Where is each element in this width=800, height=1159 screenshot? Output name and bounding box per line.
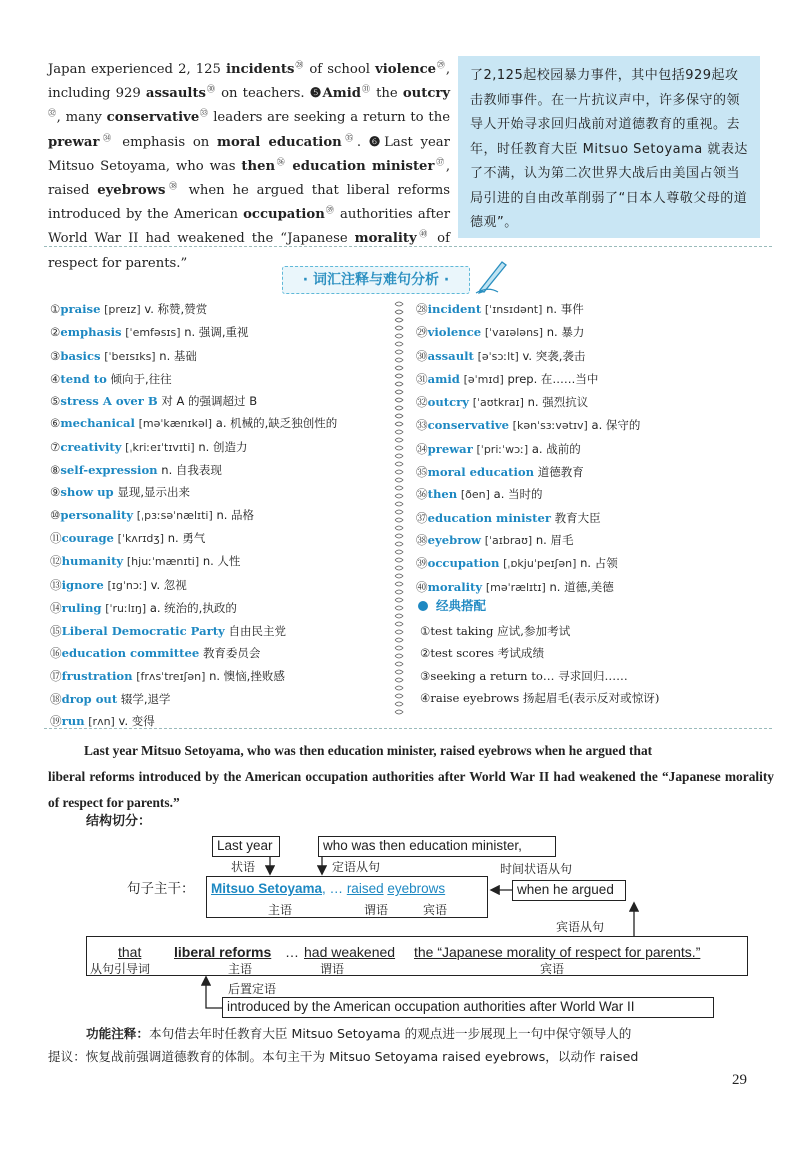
vocab-list-left <box>50 298 384 734</box>
vocab-item <box>50 527 384 550</box>
spiral-loop <box>395 510 403 514</box>
vocab-meaning: n. 眉毛 <box>535 532 574 547</box>
spiral-loop <box>395 574 403 578</box>
spiral-loop <box>395 302 403 306</box>
spiral-loop <box>395 382 403 386</box>
spiral-loop <box>395 366 403 370</box>
vocab-phonetic: [ðen] <box>460 488 490 502</box>
vocab-item <box>50 481 384 503</box>
vocab-meaning: n. 创造力 <box>198 439 248 454</box>
passage-keyword: conservative <box>106 110 200 126</box>
vocab-phonetic: [ˈɪnsɪdənt] <box>484 303 543 316</box>
vocab-word: show up <box>60 485 114 500</box>
vocab-item <box>50 642 384 664</box>
spiral-loop <box>395 462 403 466</box>
vocab-phonetic: [frʌsˈtreɪʃən] <box>136 669 206 683</box>
vocab-word: eyebrow <box>427 532 482 547</box>
vocab-meaning: v. 变得 <box>118 714 155 729</box>
vocab-item <box>416 321 766 344</box>
spiral-loop <box>395 446 403 450</box>
spiral-loop <box>395 582 403 586</box>
passage-keyword: moral education <box>217 134 342 150</box>
vocab-phonetic: [ˈemfəsɪs] <box>125 326 181 340</box>
footnote-marker: ㊴ <box>324 205 335 215</box>
footnote-marker: ㉚ <box>205 84 216 94</box>
vocab-word: outcry <box>427 395 470 410</box>
vocab-meaning: 道德教育 <box>537 465 584 480</box>
passage-keyword: incidents <box>226 62 295 77</box>
vocab-word: personality <box>60 507 134 522</box>
structure-label: 结构切分： <box>86 814 152 829</box>
vocab-item <box>50 550 384 573</box>
vocab-item <box>416 461 766 483</box>
vocab-item <box>416 368 766 391</box>
collocations-list <box>420 620 659 709</box>
spiral-loop <box>395 566 403 570</box>
vocab-item <box>50 390 384 412</box>
subject-label: 主语 <box>268 903 293 917</box>
vocab-word: courage <box>61 530 114 545</box>
passage-text <box>48 58 450 276</box>
vocab-number: ③ <box>50 348 61 363</box>
spiral-loop <box>395 614 403 618</box>
vocab-meaning: a. 当时的 <box>493 487 543 502</box>
vocab-meaning: v. 忽视 <box>150 577 187 592</box>
translation-box <box>458 56 760 238</box>
collocation-item: ④raise eyebrows 扬起眉毛(表示反对或惊讶) <box>420 690 660 705</box>
sub-object: the “Japanese morality of respect for parents.” <box>414 944 701 960</box>
vocab-phonetic: [rʌn] <box>88 715 115 729</box>
vocab-meaning: a. 战前的 <box>531 441 581 456</box>
vocab-word: Liberal Democratic Party <box>61 624 225 639</box>
passage-segment: authorities after World War II had weakened the “Japanese <box>48 207 450 247</box>
spiral-loop <box>395 310 403 314</box>
passage-segment: of respect for parents.” <box>48 231 450 271</box>
vocab-item <box>416 414 766 437</box>
passage-segment: on teachers. <box>215 86 310 102</box>
vocab-item <box>416 298 766 321</box>
vocab-number: ㊳ <box>416 532 428 547</box>
vocab-word: moral education <box>427 465 535 480</box>
spiral-loop <box>395 662 403 666</box>
vocab-meaning: v. 突袭,袭击 <box>522 348 586 363</box>
vocab-item <box>416 438 766 461</box>
vocab-number: ⑥ <box>50 416 61 431</box>
vocab-number: ⑤ <box>50 394 61 409</box>
vocab-meaning: 倾向于,往往 <box>110 371 172 386</box>
vocab-number: ㉛ <box>416 371 428 386</box>
sub-ellipsis: … <box>285 944 299 960</box>
spiral-loop <box>395 478 403 482</box>
function-note-continued: 提议：恢复战前强调道德教育的体制。本句主干为 Mitsuo Setoyama raised eyebrows，以动作 raised <box>48 1049 639 1064</box>
spiral-loop <box>395 494 403 498</box>
spiral-loop <box>395 422 403 426</box>
vocab-number: ㉝ <box>416 418 428 433</box>
spiral-loop <box>395 358 403 362</box>
spiral-loop <box>395 318 403 322</box>
vocab-item <box>50 321 384 344</box>
vocab-meaning: prep. 在……当中 <box>507 371 599 386</box>
passage-keyword: morality <box>354 231 417 247</box>
vocab-item <box>50 368 384 390</box>
footnote-marker: ㉝ <box>199 109 209 119</box>
spiral-loop <box>395 630 403 634</box>
passage-segment: the <box>370 86 403 102</box>
spiral-loop <box>395 350 403 354</box>
vocab-word: conservative <box>427 418 509 433</box>
adverbial-label: 状语 <box>231 860 256 874</box>
vocab-phonetic: [ɪgˈnɔː] <box>107 578 147 592</box>
footnote-marker: ㊳ <box>165 181 181 191</box>
spiral-loop <box>395 398 403 402</box>
vocab-phonetic: [ˈbeɪsɪks] <box>104 349 156 363</box>
vocab-word: humanity <box>61 554 124 569</box>
vocab-item <box>50 504 384 527</box>
vocab-word: basics <box>60 348 101 363</box>
vocab-number: ㊵ <box>416 579 428 594</box>
function-note-label: 功能注释： <box>86 1026 149 1041</box>
footnote-marker: ㉞ <box>99 133 115 143</box>
spiral-loop <box>395 710 403 714</box>
vocab-meaning: n. 基础 <box>159 348 197 363</box>
vocab-meaning: v. 称赞,赞赏 <box>144 302 208 316</box>
vocab-phonetic: [məˈkænɪkəl] <box>138 417 213 431</box>
vocab-number: ④ <box>50 371 61 386</box>
passage-segment: , many <box>56 110 107 126</box>
vocab-phonetic: [hjuːˈmænɪti] <box>126 555 200 569</box>
spiral-loop <box>395 374 403 378</box>
vocab-word: emphasis <box>60 325 122 340</box>
vocab-meaning: 显现,显示出来 <box>117 485 190 500</box>
when-clause-box: when he argued <box>512 880 626 901</box>
vocab-word: mechanical <box>60 416 135 431</box>
vocab-number: ⑱ <box>50 692 62 707</box>
vocab-meaning: n. 自我表现 <box>161 463 222 478</box>
footnote-marker: ㊱ <box>275 157 287 167</box>
analysis-sentence-continued: liberal reforms introduced by the American occupation authorities after World War II had weakened the “Japanese morality of respect for parents.” <box>48 769 774 810</box>
passage-segment: . <box>356 134 369 150</box>
vocab-phonetic: [kənˈsɜːvətɪv] <box>512 419 588 433</box>
vocab-word: tend to <box>60 371 107 386</box>
spiral-loop <box>395 590 403 594</box>
vocab-phonetic: [əˈmɪd] <box>463 372 504 386</box>
spiral-loop <box>395 470 403 474</box>
spiral-loop <box>395 606 403 610</box>
passage-keyword: then <box>241 158 276 174</box>
pen-icon <box>474 256 508 294</box>
vocab-meaning: a. 机械的,缺乏独创性的 <box>215 416 338 431</box>
footnote-marker: ㉛ <box>360 84 371 94</box>
vocab-word: occupation <box>427 556 500 571</box>
vocab-meaning: n. 强调,重视 <box>184 325 249 340</box>
passage-segment: emphasis on <box>114 134 218 150</box>
attributive-clause-label: 定语从句 <box>332 860 381 874</box>
vocab-phonetic: [ˈpriːˈwɔː] <box>476 442 529 456</box>
vocab-meaning: n. 暴力 <box>546 325 585 340</box>
vocab-phonetic: [ˌpɜːsəˈnælɪti] <box>136 508 213 522</box>
spiral-loop <box>395 694 403 698</box>
vocab-word: stress A over B <box>60 394 158 409</box>
vocab-phonetic: [ˌɒkjuˈpeɪʃən] <box>503 557 577 571</box>
passage-segment: Japan experienced 2, 125 <box>48 62 227 77</box>
vocab-number: ⑰ <box>50 668 62 683</box>
vocab-word: violence <box>427 325 482 340</box>
analysis-sentence: Last year Mitsuo Setoyama, who was then education minister, raised eyebrows when he argued that <box>84 743 653 758</box>
vocab-meaning: a. 保守的 <box>591 418 641 433</box>
vocab-phonetic: [ˈvaɪələns] <box>484 326 544 340</box>
vocab-number: ㉜ <box>416 395 428 410</box>
collocations-title: 经典搭配 <box>418 596 486 616</box>
footnote-marker: ㊲ <box>434 157 446 167</box>
vocab-number: ⑬ <box>50 577 62 592</box>
vocab-number: ㉟ <box>416 465 428 480</box>
vocab-item <box>50 412 384 435</box>
postposed-attribute-label: 后置定语 <box>228 982 277 996</box>
footnote-marker: ㉙ <box>436 60 446 70</box>
spiral-loop <box>395 526 403 530</box>
spiral-loop <box>395 406 403 410</box>
vocab-word: ignore <box>61 577 104 592</box>
vocab-number: ㊱ <box>416 487 428 502</box>
vocab-number: ⑦ <box>50 439 61 454</box>
sub-subject: liberal reforms <box>174 944 272 960</box>
footnote-marker: ㉟ <box>341 133 357 143</box>
footnote-marker: ㉜ <box>48 109 57 119</box>
spiral-loop <box>395 438 403 442</box>
predicate-label: 谓语 <box>364 903 389 917</box>
spiral-loop <box>395 454 403 458</box>
vocab-item <box>416 391 766 414</box>
spiral-loop <box>395 550 403 554</box>
vocab-meaning: n. 人性 <box>202 554 241 569</box>
vocab-item <box>416 345 766 368</box>
vocab-word: prewar <box>427 441 473 456</box>
vocab-number: ⑩ <box>50 507 61 522</box>
vocab-number: ㉙ <box>416 325 428 340</box>
vocab-phonetic: [əˈsɔːlt] <box>477 349 519 363</box>
vocab-phonetic: [preɪz] <box>104 303 141 316</box>
spiral-loop <box>395 518 403 522</box>
passage-segment: Last year Mitsuo Setoyama, who was <box>48 134 450 174</box>
spiral-loop <box>395 334 403 338</box>
spiral-loop <box>395 486 403 490</box>
spiral-loop <box>395 622 403 626</box>
vocab-number: ⑲ <box>50 714 62 729</box>
vocab-phonetic: [ˈruːlɪŋ] <box>105 601 147 615</box>
object-clause-label: 宾语从句 <box>556 920 605 934</box>
vocab-word: run <box>61 714 85 729</box>
sub-object-label: 宾语 <box>540 962 565 976</box>
vocab-word: education committee <box>61 646 200 661</box>
page-number: 29 <box>732 1072 747 1088</box>
vocab-word: creativity <box>60 439 122 454</box>
vocab-word: then <box>427 487 458 502</box>
main-ellipsis: , … <box>322 881 344 896</box>
spiral-loop <box>395 686 403 690</box>
vocab-phonetic: [məˈrælɪtɪ] <box>485 580 546 594</box>
passage-segment: , including 929 <box>48 62 451 102</box>
vocab-meaning: 教育大臣 <box>554 510 601 525</box>
vocab-number: ⑯ <box>50 646 62 661</box>
vocab-phonetic: [ˈaʊtkraɪ] <box>472 396 524 410</box>
vocab-meaning: 辍学,退学 <box>120 692 171 707</box>
spiral-loop <box>395 430 403 434</box>
vocab-number: ⑧ <box>50 463 61 478</box>
spiral-loop <box>395 654 403 658</box>
that-role-label: 从句引导词 <box>90 962 151 976</box>
vocab-phonetic: [ˌkriːeɪˈtɪvɪti] <box>125 440 195 454</box>
vocab-number: ㊲ <box>416 510 428 525</box>
last-year-box: Last year <box>212 836 280 857</box>
collocation-item: ①test taking 应试,参加考试 <box>420 624 571 638</box>
vocab-meaning: n. 强烈抗议 <box>527 395 589 410</box>
passage-keyword: occupation <box>243 207 325 223</box>
time-clause-label: 时间状语从句 <box>500 862 573 876</box>
vocab-meaning: n. 懊恼,挫败感 <box>209 668 285 683</box>
collocation-item: ③seeking a return to… 寻求回归…… <box>420 668 628 683</box>
main-subject: Mitsuo Setoyama <box>211 881 323 896</box>
spiral-loop <box>395 502 403 506</box>
relative-clause-box: who was then education minister, <box>318 836 556 857</box>
introduced-phrase-box: introduced by the American occupation authorities after World War II <box>222 997 714 1018</box>
vocab-word: assault <box>427 348 474 363</box>
vocab-number: ⑭ <box>50 600 62 615</box>
vocab-phonetic: [ˈaɪbraʊ] <box>484 533 533 547</box>
vocab-item <box>50 345 384 368</box>
spiral-loop <box>395 390 403 394</box>
function-note-text: 本句借去年时任教育大臣 Mitsuo Setoyama 的观点进一步展现上一句中保守领导人的 <box>148 1026 632 1041</box>
passage-keyword: violence <box>375 62 436 77</box>
vocab-number: ① <box>50 302 61 316</box>
vocab-word: incident <box>427 302 482 316</box>
vocab-meaning: 对 A 的强调超过 B <box>161 394 258 409</box>
vocab-item <box>50 298 384 321</box>
vocab-number: ㉚ <box>416 348 428 363</box>
vocab-list-right <box>416 298 766 599</box>
spiral-loop <box>395 342 403 346</box>
vocab-meaning: 教育委员会 <box>202 646 261 661</box>
vocab-number: ㊴ <box>416 556 428 571</box>
passage-keyword: assaults <box>145 86 206 102</box>
vocab-word: self-expression <box>60 463 158 478</box>
bullet-dot-icon <box>418 601 428 611</box>
that-word: that <box>118 944 142 960</box>
vocab-word: frustration <box>61 668 133 683</box>
spiral-loop <box>395 534 403 538</box>
vocab-word: praise <box>60 302 101 316</box>
vocab-section-header: · 词汇注释与难句分析 · <box>282 266 470 294</box>
vocab-item <box>50 574 384 597</box>
vocab-number: ⑪ <box>50 530 62 545</box>
vocab-word: morality <box>427 579 483 594</box>
spiral-binding <box>393 300 405 720</box>
passage-keyword: eyebrows <box>97 183 166 199</box>
vocab-item <box>416 529 766 552</box>
main-object: eyebrows <box>387 881 446 896</box>
spiral-loop <box>395 414 403 418</box>
footnote-marker: ㉘ <box>294 60 305 70</box>
spiral-loop <box>395 678 403 682</box>
main-clause-label: 句子主干： <box>127 881 195 897</box>
vocab-item <box>50 597 384 620</box>
spiral-loop <box>395 702 403 706</box>
sub-subject-label: 主语 <box>228 962 253 976</box>
vocab-meaning: n. 勇气 <box>167 530 206 545</box>
spiral-loop <box>395 542 403 546</box>
spiral-loop <box>395 558 403 562</box>
spiral-loop <box>395 598 403 602</box>
passage-keyword: ❻ <box>368 134 385 150</box>
vocab-word: amid <box>427 371 460 386</box>
passage-segment: when he argued that liberal reforms introduced by the American <box>48 183 451 223</box>
passage-segment: of school <box>304 62 376 77</box>
vocab-item <box>50 459 384 481</box>
vocab-item <box>416 552 766 575</box>
vocab-item <box>50 688 384 710</box>
vocab-item <box>50 665 384 688</box>
sub-predicate-label: 谓语 <box>320 962 345 976</box>
vocab-meaning: n. 事件 <box>546 302 584 316</box>
divider <box>44 728 772 729</box>
vocab-meaning: n. 道德,美德 <box>549 579 614 594</box>
passage-keyword: education minister <box>292 158 435 174</box>
sub-verb: had weakened <box>304 944 396 960</box>
spiral-loop <box>395 326 403 330</box>
translation-text: 了2,125起校园暴力事件，其中包括929起攻击教师事件。在一片抗议声中，许多保守的领导人开始寻求回归战前对道德教育的重视。去年，时任教育大臣 Mitsuo Setoyama 就表达了不满，认为第二次世界大战后由美国占领当局引进的自由改革削弱了“日本人尊敬父母的道德观”。 <box>470 68 748 230</box>
vocab-meaning: a. 统治的,执政的 <box>149 600 237 615</box>
vocab-number: ⑫ <box>50 554 62 569</box>
vocab-word: education minister <box>427 510 551 525</box>
main-verb: raised <box>346 881 384 896</box>
spiral-loop <box>395 646 403 650</box>
vocab-number: ② <box>50 325 61 340</box>
vocab-item <box>50 620 384 642</box>
vocab-item <box>416 507 766 529</box>
passage-keyword: prewar <box>48 134 100 150</box>
footnote-marker: ㊵ <box>416 230 431 240</box>
vocab-meaning: n. 品格 <box>216 507 255 522</box>
collocation-item: ②test scores 考试成绩 <box>420 646 545 661</box>
passage-keyword: outcry <box>402 86 450 102</box>
function-note <box>86 1022 776 1045</box>
passage-segment: leaders are seeking a return to the <box>208 110 450 126</box>
passage-segment: , raised <box>48 158 451 199</box>
vocab-number: ⑮ <box>50 624 62 639</box>
spiral-loop <box>395 638 403 642</box>
vocab-number: ⑨ <box>50 485 61 500</box>
vocab-item <box>416 483 766 506</box>
vocab-item <box>50 436 384 459</box>
spiral-loop <box>395 670 403 674</box>
object-label: 宾语 <box>423 903 448 917</box>
passage-keyword: ❺Amid <box>309 86 361 102</box>
vocab-meaning: 自由民主党 <box>228 624 286 639</box>
vocab-item <box>50 710 384 733</box>
vocab-word: drop out <box>61 692 118 707</box>
vocab-number: ㉞ <box>416 441 428 456</box>
divider <box>44 246 772 247</box>
vocab-phonetic: [ˈkʌrɪdʒ] <box>117 531 165 545</box>
vocab-word: ruling <box>61 600 102 615</box>
vocab-number: ㉘ <box>416 302 428 316</box>
vocab-meaning: n. 占领 <box>580 556 618 571</box>
